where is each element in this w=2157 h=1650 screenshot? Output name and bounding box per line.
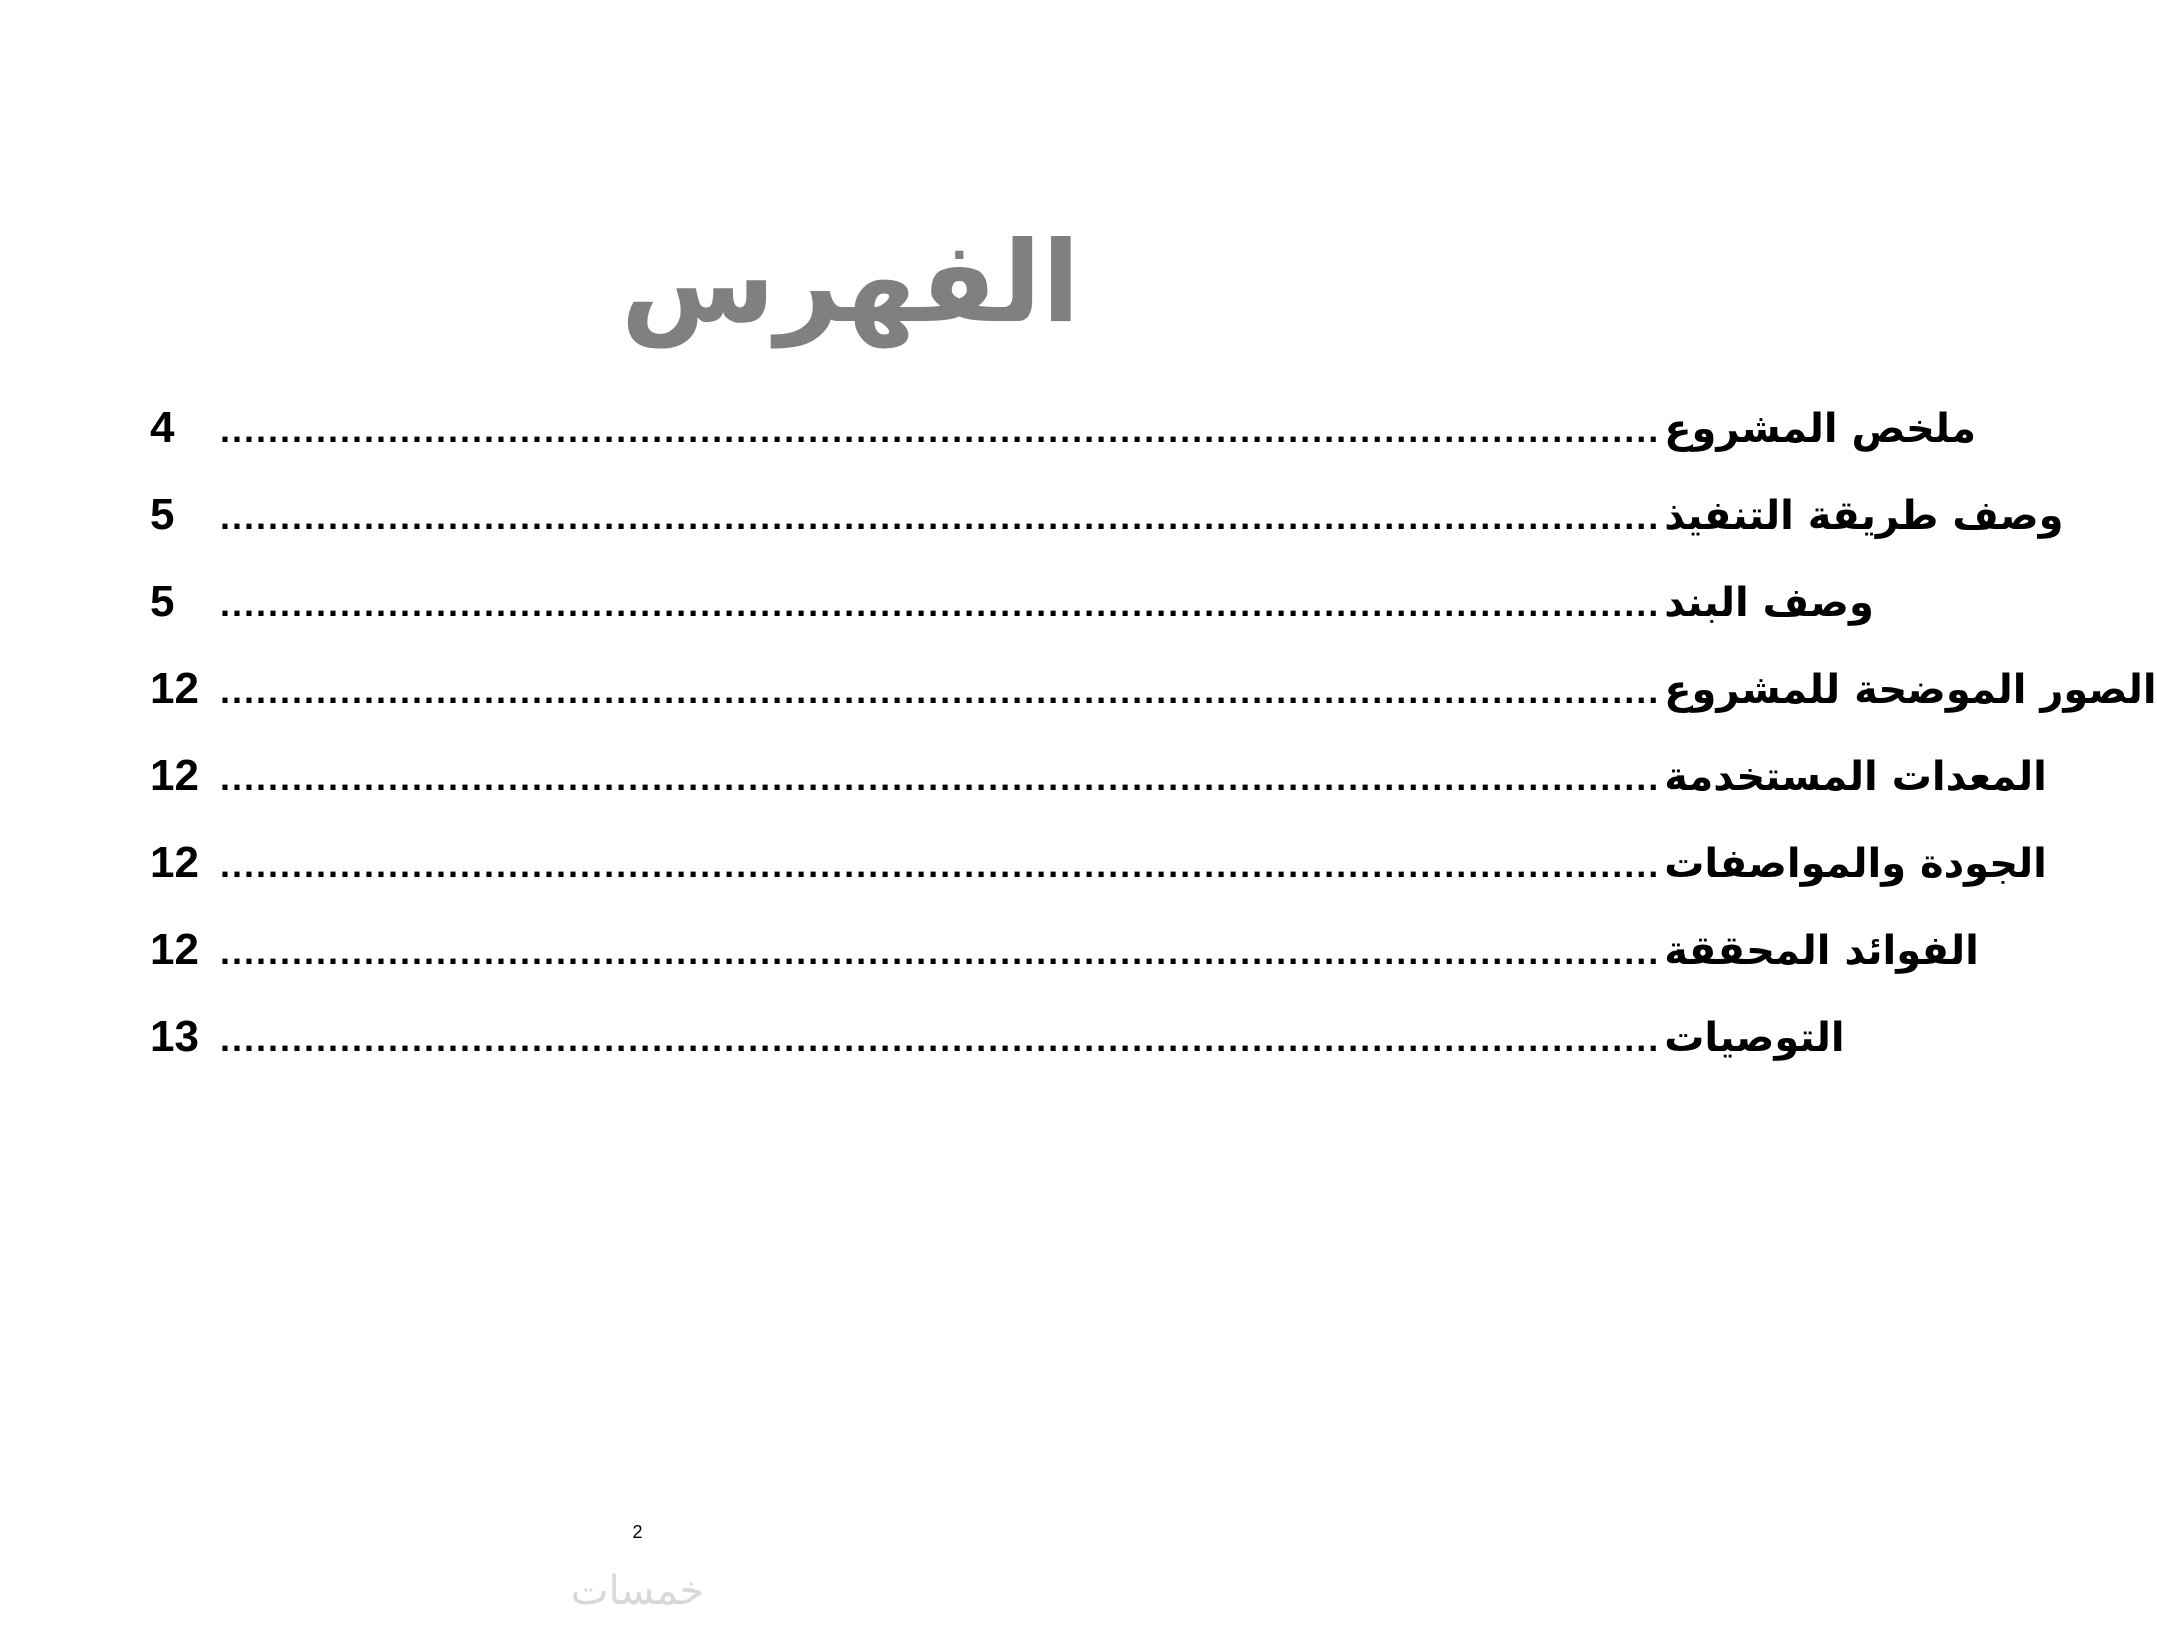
page-number: 2 [632, 1522, 643, 1542]
watermark-logo: خمسات [570, 1568, 705, 1614]
toc-dot-leader: ........................................................................................................................ [220, 670, 1661, 711]
toc-dot-leader: ........................................................................................................................ [220, 844, 1661, 885]
toc-list [150, 403, 2157, 1099]
toc-entry-label: الفوائد المحققة [1664, 928, 1979, 974]
toc-dot-leader: ........................................................................................................................ [220, 496, 1661, 537]
toc-entry[interactable] [150, 664, 2157, 751]
toc-entry-page: 12 [150, 664, 199, 713]
toc-entry-page: 12 [150, 838, 199, 887]
toc-dot-leader: ........................................................................................................................ [220, 757, 1661, 798]
toc-entry[interactable] [150, 1012, 1845, 1099]
toc-entry-page: 4 [150, 403, 175, 452]
toc-entry-label: الصور الموضحة للمشروع [1664, 667, 2157, 713]
toc-entry-label: التوصيات [1664, 1015, 1845, 1061]
toc-entry-label: وصف البند [1664, 580, 1874, 626]
toc-entry-page: 13 [150, 1012, 199, 1061]
toc-entry[interactable] [150, 925, 1979, 1012]
toc-entry-page: 12 [150, 925, 199, 974]
toc-entry[interactable] [150, 577, 1874, 664]
toc-entry-label: المعدات المستخدمة [1664, 754, 2047, 800]
toc-title: الفهرس [620, 218, 1080, 348]
toc-dot-leader: ........................................................................................................................ [220, 1018, 1661, 1059]
toc-dot-leader: ........................................................................................................................ [220, 931, 1661, 972]
toc-entry-label: ملخص المشروع [1664, 406, 1976, 452]
toc-dot-leader: ........................................................................................................................ [220, 409, 1661, 450]
toc-entry-label: الجودة والمواصفات [1664, 841, 2047, 887]
toc-entry-page: 5 [150, 490, 175, 539]
toc-entry[interactable] [150, 751, 2047, 838]
toc-entry-label: وصف طريقة التنفيذ [1664, 493, 2064, 539]
toc-dot-leader: ........................................................................................................................ [220, 583, 1661, 624]
toc-entry-page: 12 [150, 751, 199, 800]
toc-entry[interactable] [150, 490, 2064, 577]
toc-entry[interactable] [150, 838, 2047, 925]
toc-entry[interactable] [150, 403, 1976, 490]
toc-entry-page: 5 [150, 577, 175, 626]
